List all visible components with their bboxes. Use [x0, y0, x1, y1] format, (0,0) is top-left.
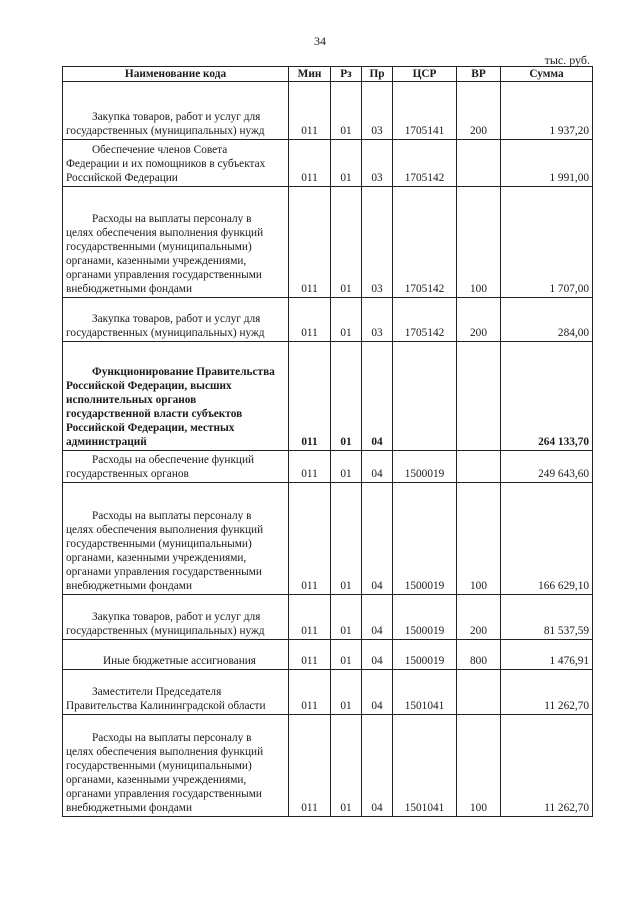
row-sum: 1 937,20 [501, 82, 593, 140]
row-vr [457, 140, 501, 187]
table-row [63, 342, 593, 451]
col-header-csr: ЦСР [393, 67, 457, 82]
row-name: Расходы на выплаты персоналу в целях обеспечения выполнения функций государственными (муниципальными) органами, казенными учреждениями, органами управления государственными внебюджетными фондами [63, 483, 289, 595]
row-rz: 01 [331, 483, 362, 595]
row-vr [457, 342, 501, 451]
row-min: 011 [289, 342, 331, 451]
row-min: 011 [289, 82, 331, 140]
row-rz: 01 [331, 670, 362, 715]
row-pr: 04 [362, 640, 393, 670]
row-min: 011 [289, 483, 331, 595]
row-rz: 01 [331, 640, 362, 670]
row-vr: 200 [457, 298, 501, 342]
row-rz: 01 [331, 451, 362, 483]
row-vr: 100 [457, 483, 501, 595]
row-min: 011 [289, 140, 331, 187]
row-sum: 264 133,70 [501, 342, 593, 451]
table-row [63, 595, 593, 640]
row-pr: 03 [362, 140, 393, 187]
row-pr: 04 [362, 451, 393, 483]
row-rz: 01 [331, 187, 362, 298]
row-pr: 03 [362, 187, 393, 298]
row-vr: 200 [457, 595, 501, 640]
table-row [63, 483, 593, 595]
row-csr [393, 342, 457, 451]
row-name: Расходы на обеспечение функций государственных органов [63, 451, 289, 483]
row-sum: 284,00 [501, 298, 593, 342]
row-csr: 1500019 [393, 595, 457, 640]
table-row [63, 140, 593, 187]
row-name: Обеспечение членов Совета Федерации и их помощников в субъектах Российской Федерации [63, 140, 289, 187]
table-row [63, 715, 593, 817]
row-sum: 11 262,70 [501, 715, 593, 817]
col-header-sum: Сумма [501, 67, 593, 82]
row-csr: 1501041 [393, 670, 457, 715]
page-number: 34 [314, 34, 326, 48]
row-rz: 01 [331, 298, 362, 342]
row-sum: 1 991,00 [501, 140, 593, 187]
row-vr: 200 [457, 82, 501, 140]
row-name: Расходы на выплаты персоналу в целях обеспечения выполнения функций государственными (муниципальными) органами, казенными учреждениями, органами управления государственными внебюджетными фондами [63, 187, 289, 298]
row-min: 011 [289, 451, 331, 483]
row-pr: 04 [362, 670, 393, 715]
row-vr: 100 [457, 715, 501, 817]
row-vr: 100 [457, 187, 501, 298]
row-pr: 03 [362, 82, 393, 140]
row-vr: 800 [457, 640, 501, 670]
row-pr: 04 [362, 483, 393, 595]
row-name: Закупка товаров, работ и услуг для государственных (муниципальных) нужд [63, 82, 289, 140]
row-csr: 1500019 [393, 483, 457, 595]
budget-table [62, 66, 593, 817]
row-rz: 01 [331, 82, 362, 140]
row-sum: 1 476,91 [501, 640, 593, 670]
row-name: Заместители Председателя Правительства Калининградской области [63, 670, 289, 715]
row-sum: 249 643,60 [501, 451, 593, 483]
table-row [63, 298, 593, 342]
table-row [63, 451, 593, 483]
row-pr: 04 [362, 342, 393, 451]
row-csr: 1501041 [393, 715, 457, 817]
row-min: 011 [289, 187, 331, 298]
col-header-vr: ВР [457, 67, 501, 82]
row-rz: 01 [331, 342, 362, 451]
row-pr: 04 [362, 715, 393, 817]
row-name: Закупка товаров, работ и услуг для государственных (муниципальных) нужд [63, 595, 289, 640]
row-min: 011 [289, 715, 331, 817]
table-row [63, 670, 593, 715]
row-sum: 1 707,00 [501, 187, 593, 298]
row-min: 011 [289, 670, 331, 715]
row-min: 011 [289, 640, 331, 670]
row-vr [457, 451, 501, 483]
row-sum: 81 537,59 [501, 595, 593, 640]
row-min: 011 [289, 595, 331, 640]
table-row [63, 187, 593, 298]
row-csr: 1500019 [393, 451, 457, 483]
row-csr: 1705141 [393, 82, 457, 140]
row-name: Расходы на выплаты персоналу в целях обеспечения выполнения функций государственными (муниципальными) органами, казенными учреждениями, органами управления государственными внебюджетными фондами [63, 715, 289, 817]
row-name: Иные бюджетные ассигнования [63, 640, 289, 670]
row-pr: 03 [362, 298, 393, 342]
row-csr: 1705142 [393, 298, 457, 342]
col-header-pr: Пр [362, 67, 393, 82]
row-rz: 01 [331, 140, 362, 187]
row-name: Закупка товаров, работ и услуг для государственных (муниципальных) нужд [63, 298, 289, 342]
row-csr: 1500019 [393, 640, 457, 670]
table-row [63, 82, 593, 140]
row-csr: 1705142 [393, 140, 457, 187]
row-rz: 01 [331, 715, 362, 817]
col-header-min: Мин [289, 67, 331, 82]
row-vr [457, 670, 501, 715]
col-header-name: Наименование кода [63, 67, 289, 82]
row-name: Функционирование Правительства Российской Федерации, высших исполнительных органов государственной власти субъектов Российской Федерации, местных администраций [63, 342, 289, 451]
table-row [63, 640, 593, 670]
row-pr: 04 [362, 595, 393, 640]
row-sum: 11 262,70 [501, 670, 593, 715]
row-min: 011 [289, 298, 331, 342]
row-rz: 01 [331, 595, 362, 640]
header-row [63, 67, 593, 82]
row-csr: 1705142 [393, 187, 457, 298]
units-label: тыс. руб. [544, 53, 590, 67]
col-header-rz: Рз [331, 67, 362, 82]
row-sum: 166 629,10 [501, 483, 593, 595]
